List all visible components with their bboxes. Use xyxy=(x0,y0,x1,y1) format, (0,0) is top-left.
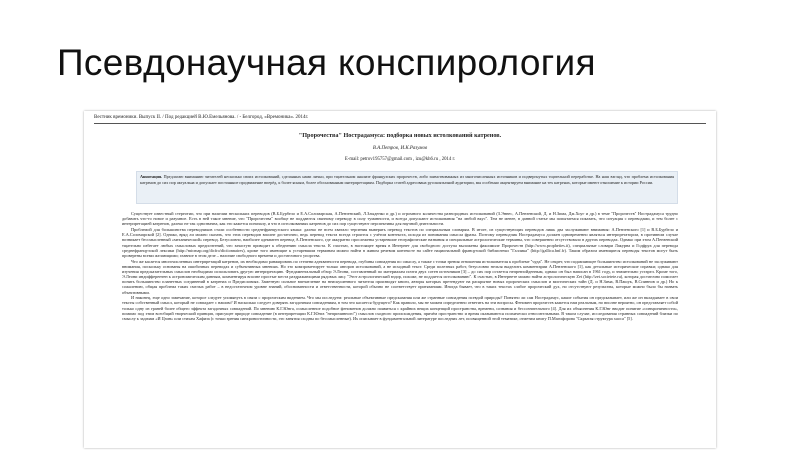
abstract-box xyxy=(136,171,678,204)
abstract-label: Аннотация. xyxy=(140,174,163,179)
bibliography-line: Вестник времоники. Выпуск II. / Под редакцией В.Ю.Емельянова. / - Белгород, «Времоника». 2014г. xyxy=(94,115,309,120)
body-paragraph: Что же касается многочисленных интерпретаций катренов, их необходимо ранжировать по степени адекватности перевода, глубины совпадения по смыслу, а также с точки зрения отношения истолкователя к проблеме "чуда". Не секрет, что подавляющее большинство истолкований не заслуживают внимания, поскольку основаны на ошибочных переводах и субъективных мнениях. Но это компрометирует только авторов истолкований, а не исходный текст. Среди полезных работ, безусловно нельзя выделить комментарии А.Пензенского [1], как детальные исторические справки; однако для изучения предсказательных смыслов необходимо использовать другую интерпретацию. Фундаментальный обзор Э.Леони, составленный по материалам почти двух сотен источников [3] – до сих пор остается непревзойденным, однако он был написан в 1961 году, и значительно устарел. Кроме того, Э.Леони индифферентен к астрономическим данным, комментируя вполне простые места раздражающими рядовых лиц: "Этот астрологический вздор, похоже, не поддается истолкованию". К счастью, в Интернете можно найти астрологическую Zet (http://zet.societete.ru), которая достаточно помогает понять большинство планетных соединений в катренах и Предисловиях. Заметную сильное впечатление на неискушенного читателя производят книги, авторы которых претендуют на раскрытие новых пророческих смыслов и мистических тайн (Д. и Н.Зима, В.Пашук, В.Спиннов и др.) Но к сожалению, общая проблема таких смелых работ – в недостаточном уровне знаний, обоснованности и ответственности, которой обычно не соответствует притязаниям. Иногда бывает, что в таких текстах слабое пророческий дух, но отсутствуют результаты, которые можно было бы назвать объективными. xyxy=(122,258,678,295)
article-body xyxy=(122,211,678,447)
slide-title: Псевдонаучная конспирология xyxy=(57,42,596,83)
article-title: "Пророчества" Нострадамуса: подборка новых истолкований катренов. xyxy=(298,132,502,139)
body-paragraph: Существует известный стереотип, что при наличии нескольких переводов (В.Б.Бурбело и Е.А.Соломарская, А.Пензенский, Л.Злыденко и др.) и огромного количества разнородных истолкований (З.Эннес, А.Пензенский, Д. и Н.Зима, Дж.Хоуг и др.) в теме "Пророчеств" Нострадамуса трудно добавить что-то новое и разумное. Есть в ней такое мнение, что "Пророчества" вообще не поддаются связному переводу в силу туманности, и всегда допускают истолкования "на любой вкус". Тем не менее, в данной статье мы попытаемся показать, что ситуация с переводами, и тем более с интерпретацией катренов, далеко не так однозначна, как это кажется поначалу, и что в истолкованиях катренов до сих пор существуют перспективы для научной деятельности. xyxy=(122,211,678,227)
body-paragraph: И наконец, еще одно замечание, которое следует упомянуть в связи с пророческим видением. Что мы исследуем: реальные объективные предсказания или же странные совпадения псевдой природы? Понятно ли сам Нострадамус, какие события он предсказывает, или же он вкладывает в свои тексты собственный смысл, который не совпадает с нашим? И насколько следует доверять загадочным совпадениям, в том что касается будущего? Как правило, мы не можем определенно ответить на эти вопросы. Феномен пророчеств кажется нам реальным, но вполне вероятно, он представляет собой только одну из граней более общего эффекта загадочных совпадений. По мнению К.Г.Юнга, осмысленное подобное феноменов должно появиться с крайних вещих концепций пространства, времени, сознания и бессознательного [4]. Для их объяснения К.Г.Юнг вводит понятие «синхроничности», помимо под этим всеобщий творческий принцип, присущее природе совпадение (в интерпретации К.Г.Юнга "непричинного") смыслов сходного происхождения, причём пространство и время оказываются психически относительными. В таком случае, исследования странных совпадений близки по смыслу к задачам «И Цзин» или стихам Хафиза (с точки зрения синхронистичности, это занятия сходны по бессмысленные). Их описывает в фундаментальной литературе последних лет, посвященной этой тематике, отметим книгу П.Магифорова "Скрытая структура хаоса" [5]. xyxy=(122,295,678,321)
author-emails: E-mail: petrov195757@gmail.com , izu@kh6.ru , 2014 г. xyxy=(344,157,456,162)
header-rule xyxy=(94,123,706,124)
body-paragraph: Проблемой для большинства переводчиков стали особенности среднефранцузского языка: далеко не всем хватало терпения выверять перевод текстов по специальным словарям. В итоге, из существующих переводов лишь два заслуживают внимания: А.Пензенского [1] и В.Б.Бурбело и Е.А.Соломарской [2]. Однако, вряд ли можно сказать, что этих переводов вполне достаточно, ведь перевод текста всегда строится с учётом контекста, исходя из понимания смысла фразы. Поэтому переводчик Нострадамуса должен одновременно являться интерпретатором, в противном случае возникает бессмысленный «механический» перевод. Безусловно, наиболее адекватен перевод А.Пензенского, где аккуратно прослежены устаревшие географические названия и специальные астрологические термины, что совершенно отсутствовало в других переводах. Однако при этом А.Пензенский тщательно избегает любых смысловых предпочтений, что зачастую приводит к обеднению смысла текста. К счастью, в настоящее время в Интернет для свободного доступа выложены факсимиле Пророчеств (http://www.propheties.it), специальные словари Лакурна и Годфруа для перевода среднефранцузской лексики (http://micmap.org/dicfro/dictionnaires), кроме того имеющие к устаревшим терминам можно найти в живом речевом контексте на сайте национальной французской библиотеки "Галлика" (http://gallica.bnf.fr). Таким образом имеющиеся переводы текстов могут быть проверены всеми желающими; главное в этом деле – наличие свободного времени и достаточного упорства. xyxy=(122,227,678,258)
document-scan xyxy=(84,111,716,448)
abstract-text: Предлагаю вниманию читателей несколько своих истолкований, сделанных нами лично, при тщательном анализе французских пророчеств, либо заимствованных из многочисленных источников и подвергнутых тщательной переработке. На наш взгляд, что проблема истолкования катренов до сих пор актуальна и допускает постоянное продвижение вперёд, к более ясным, более обоснованным интерпретациям. Подборка статей адресована русскоязычной аудитории, мы особенно акцентируем внимание на тех катренах, которые имеют отношение к истории России. xyxy=(140,174,675,185)
article-authors: В.А.Петров, И.К.Разумов xyxy=(372,146,428,151)
